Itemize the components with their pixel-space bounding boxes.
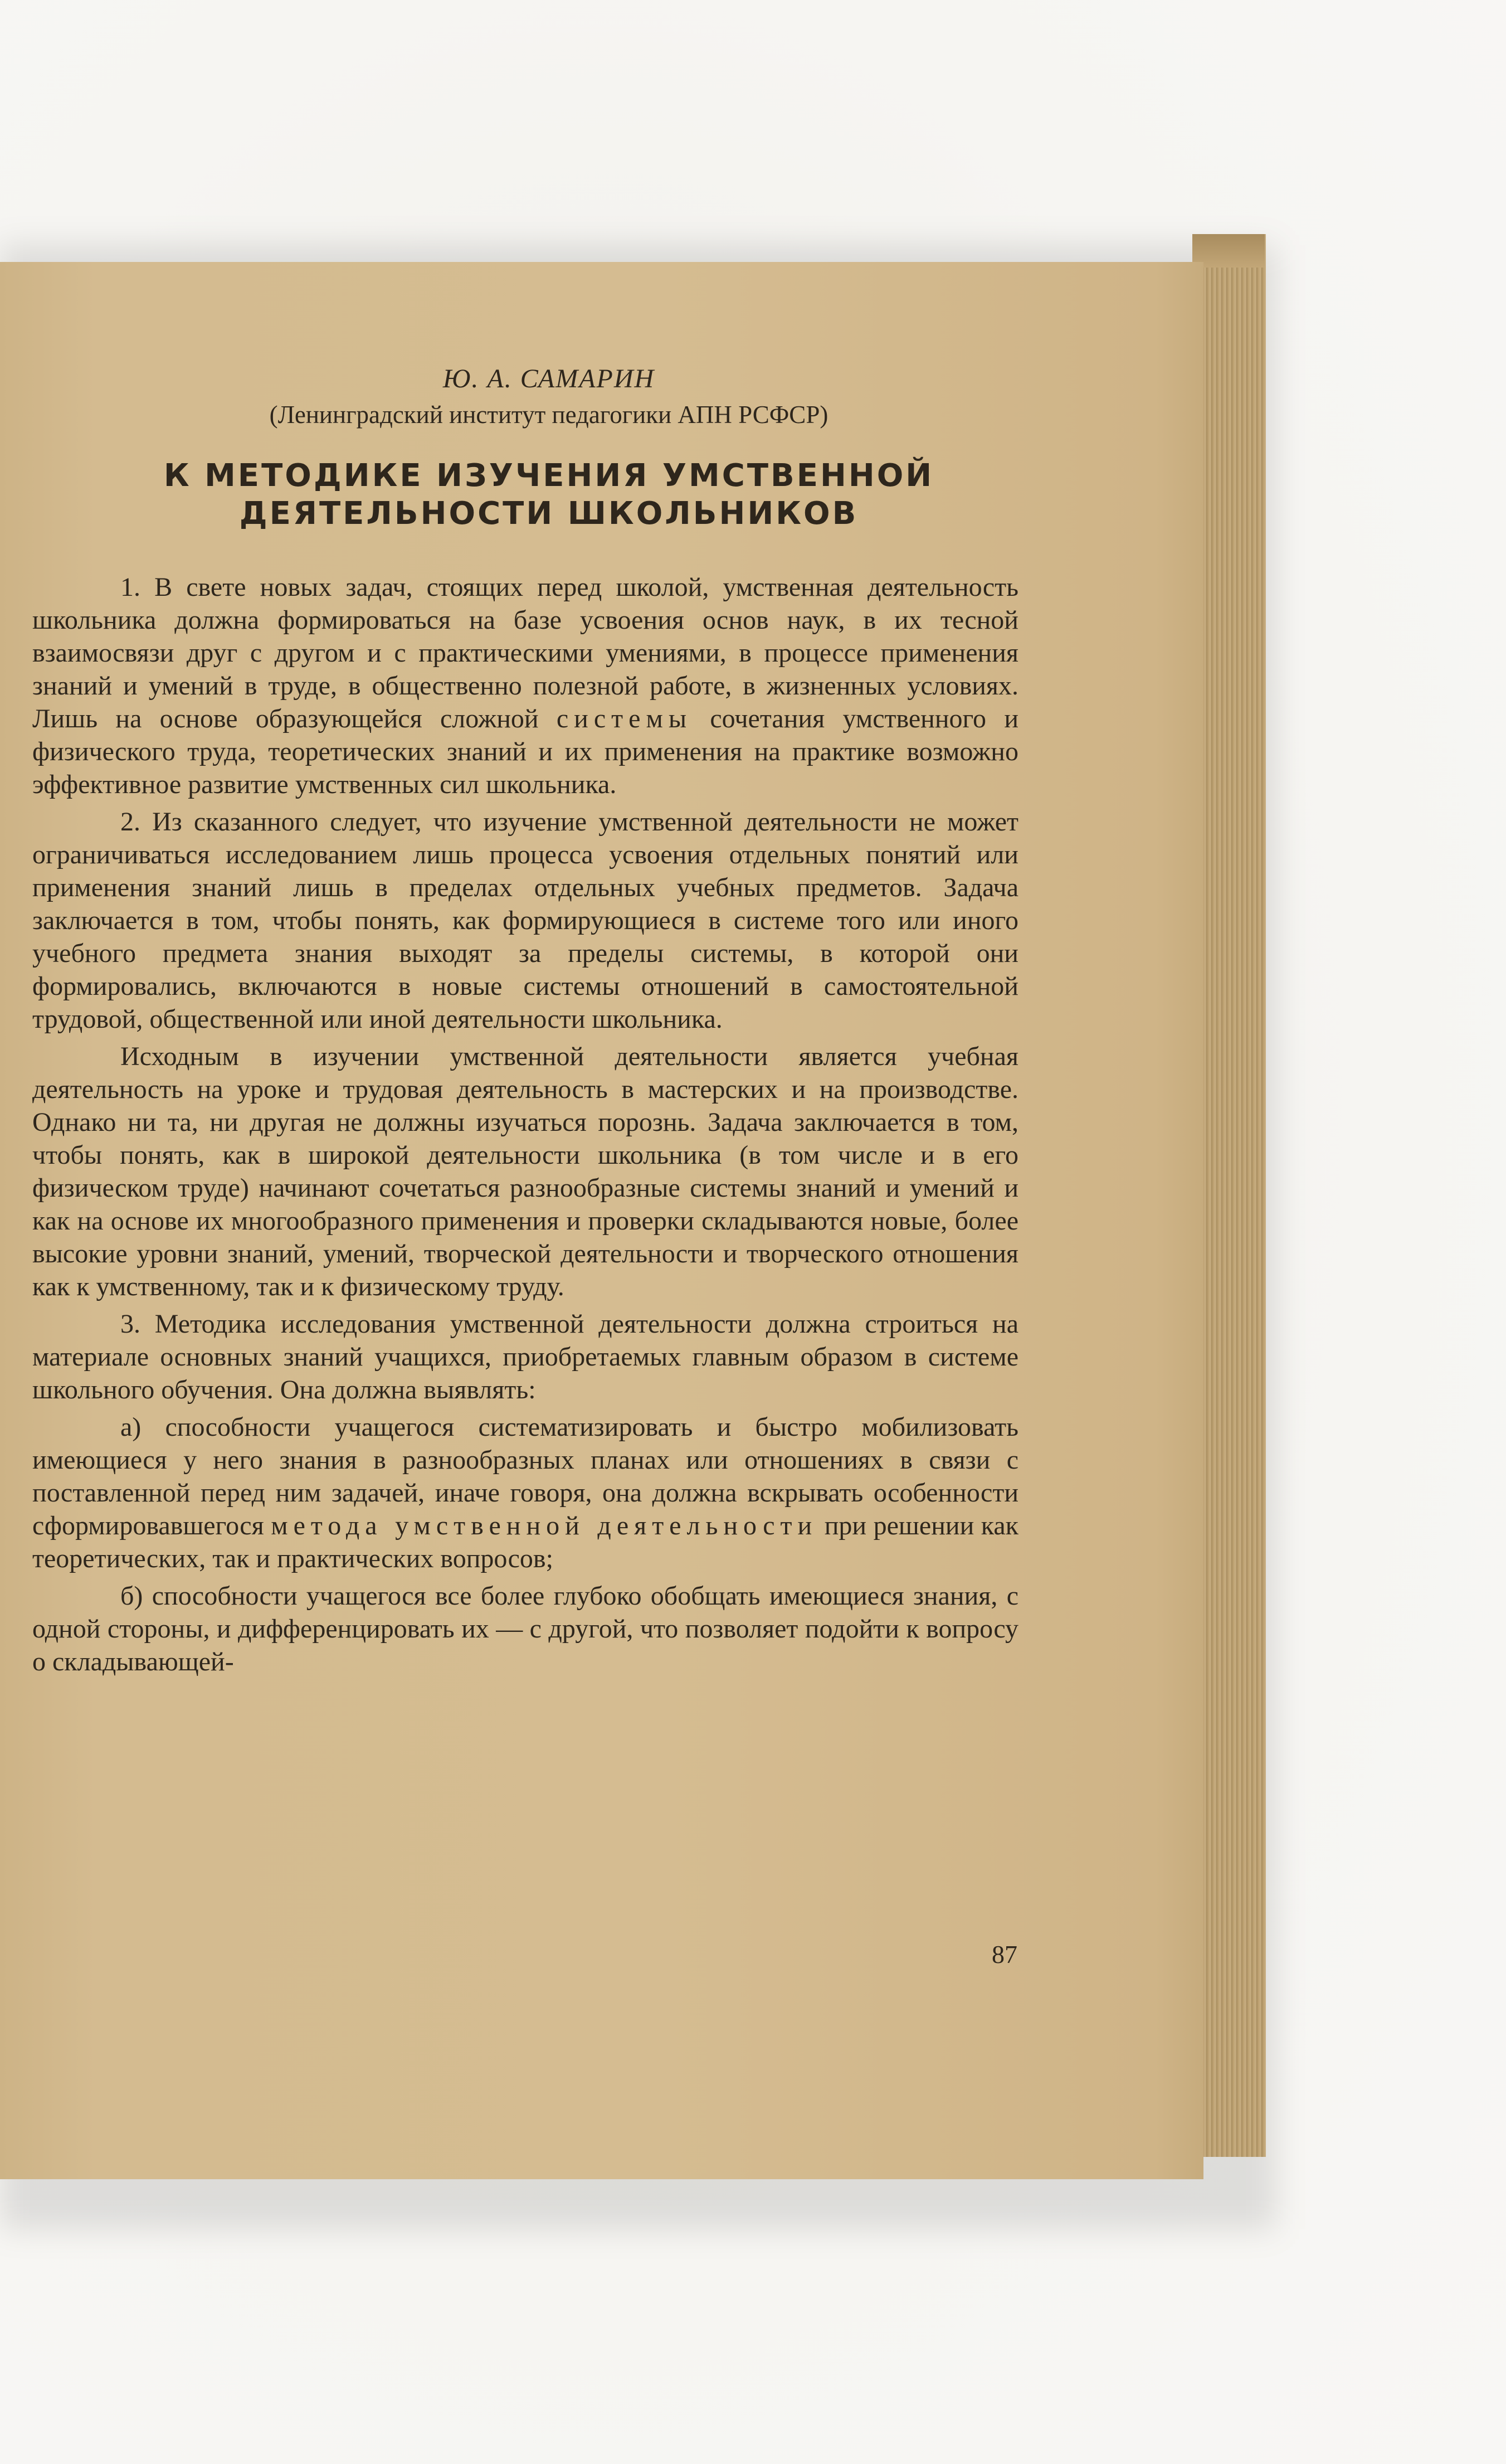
paragraph-1-emphasis: системы xyxy=(556,704,693,733)
book-page xyxy=(0,262,1203,2179)
author-affiliation: (Ленинградский институт педагогики АПН РСФСР) xyxy=(269,401,828,429)
page-content xyxy=(0,262,1203,2179)
paragraph-4: 3. Методика исследования умственной деятельности должна строиться на материале основных знаний учащихся, приобретаемых главным образом в системе школьного обучения. Она должна выявлять: xyxy=(32,1309,1018,1404)
paragraph-1 xyxy=(32,571,1018,801)
paragraph-6: б) способности учащегося все более глубоко обобщать имеющиеся знания, с одной стороны, и дифференцировать их — с другой, что позволяет подойти к вопросу о складывающей- xyxy=(32,1581,1018,1676)
paragraph-5-emphasis: метода умственной деятельности xyxy=(271,1511,818,1540)
article-title xyxy=(0,457,1098,533)
article-body xyxy=(32,571,1018,1678)
author-name: Ю. А. САМАРИН xyxy=(442,364,655,393)
paragraph-1-text-c: сочетания умственного и физического труда, теоретических знаний и их применения на практике возможно эффективное развитие умственных сил школьника. xyxy=(32,704,1019,799)
paragraph-5 xyxy=(32,1411,1018,1575)
title-line-2: ДЕЯТЕЛЬНОСТИ ШКОЛЬНИКОВ xyxy=(239,495,859,532)
paragraph-5-text-a: а) способности учащегося систематизировать и быстро мобилизовать имеющиеся у него знания в разнообразных планах или отношениях в связи с поставленной перед ним задачей, иначе говоря, она должна вскрывать особенности сформировавшегося xyxy=(32,1412,1018,1540)
paragraph-2: 2. Из сказанного следует, что изучение умственной деятельности не может ограничиваться исследованием лишь процесса усвоения отдельных понятий или применения знаний лишь в пределах отдельных учебных предметов. Задача заключается в том, чтобы понять, как формирующиеся в системе того или иного учебного предмета знания выходят за пределы системы, в которой они формировались, включаются в новые системы отношений в самостоятельной трудовой, общественной или иной деятельности школьника. xyxy=(32,807,1018,1034)
paragraph-1-text-a: 1. В свете новых задач, стоящих перед школой, умственная деятельность школьника должна формироваться на базе усвоения основ наук, в их тесной взаимосвязи друг с другом и с практическими умениями, в процессе применения знаний и умений в труде, в общественно полезной работе, в жизненных условиях. Лишь на основе образующейся сложной xyxy=(32,572,1018,733)
paragraph-3: Исходным в изучении умственной деятельности является учебная деятельность на уроке и трудовая деятельность в мастерских и на производстве. Однако ни та, ни другая не должны изучаться порознь. Задача заключается в том, чтобы понять, как в широкой деятельности школьника (в том числе и в его физическом труде) начинают сочетаться разнообразные системы знаний и умений и как на основе их многообразного применения и проверки складываются новые, более высокие уровни знаний, умений, творческой деятельности и творческого отношения как к умственному, так и к физическому труду. xyxy=(32,1042,1018,1301)
title-line-1: К МЕТОДИКЕ ИЗУЧЕНИЯ УМСТВЕННОЙ xyxy=(163,458,934,494)
page-number: 87 xyxy=(992,1940,1017,1969)
paragraph-5-text-c: при решении как теоретических, так и практических вопросов; xyxy=(32,1511,1018,1573)
